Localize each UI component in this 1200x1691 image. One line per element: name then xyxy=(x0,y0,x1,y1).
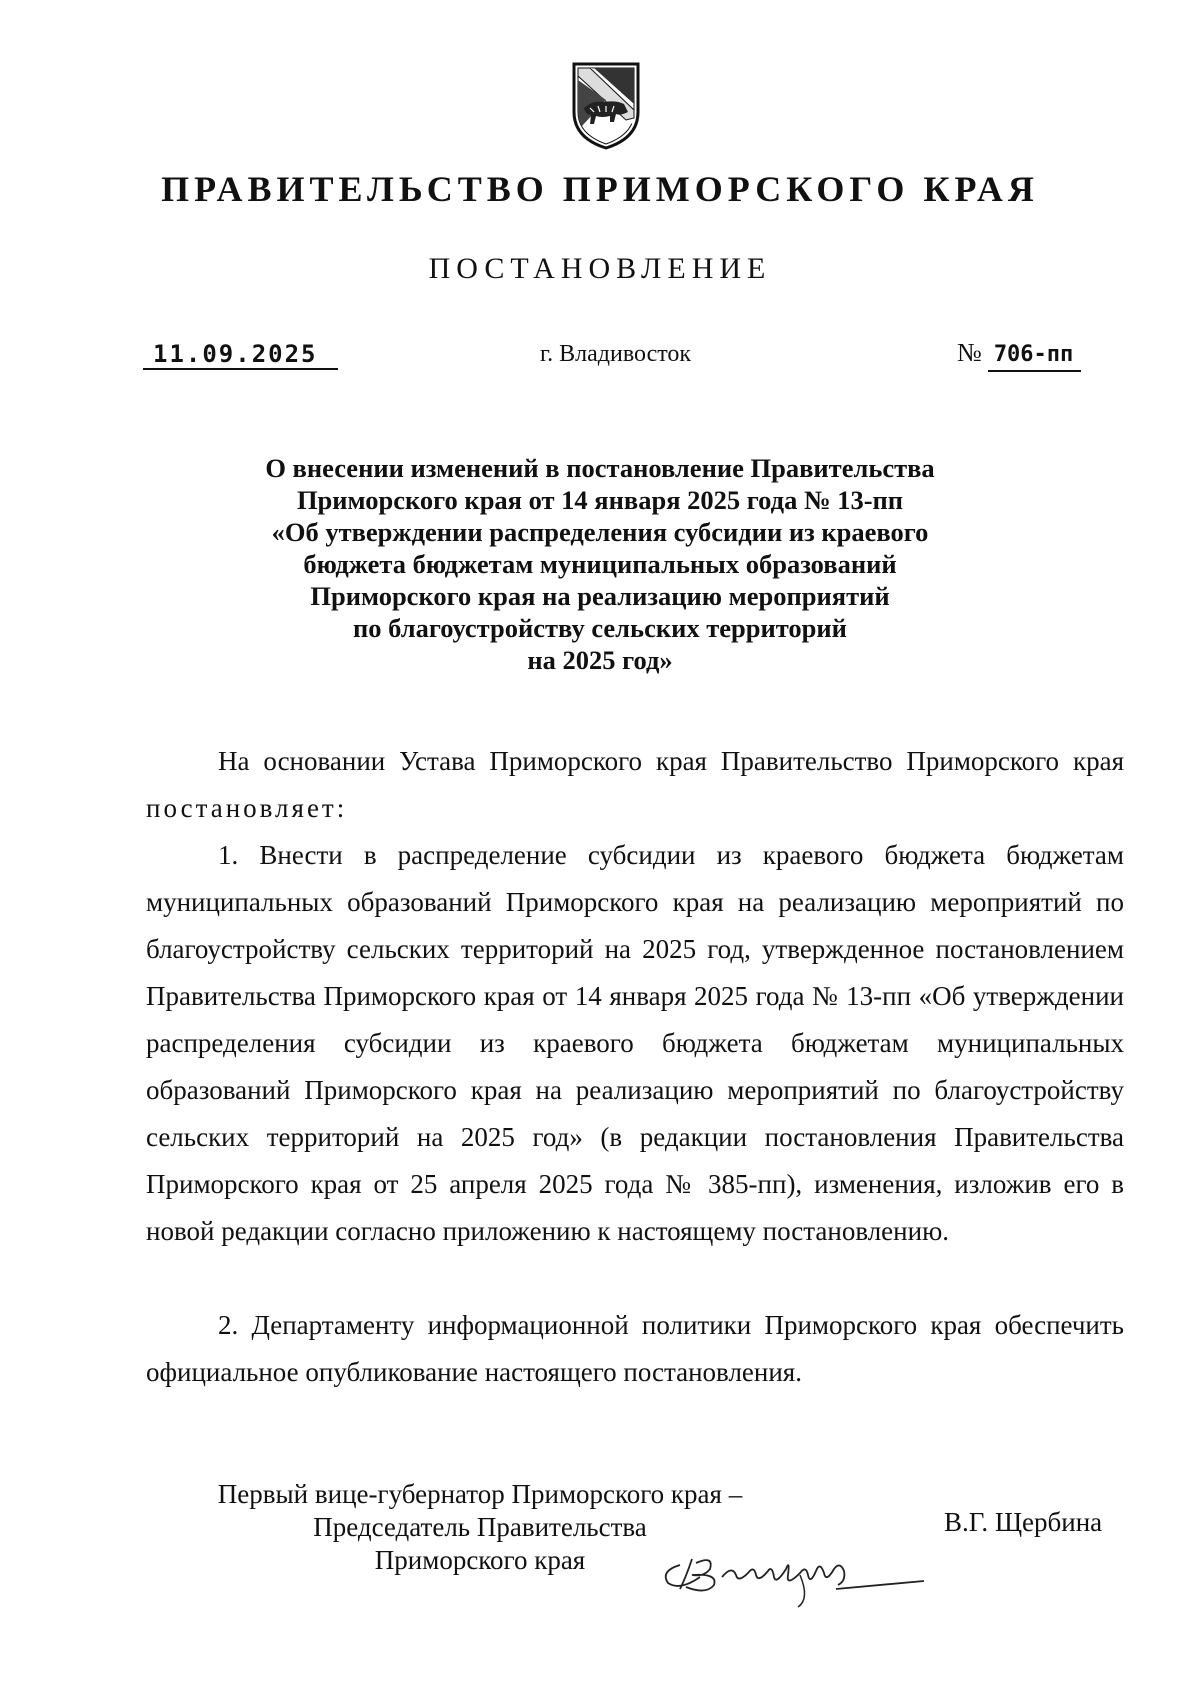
subject-line: Приморского края на реализацию мероприятий xyxy=(310,581,890,611)
signatory-position-line: Первый вице-губернатор Приморского края – xyxy=(217,1479,743,1509)
signatory-position-line: Приморского края xyxy=(374,1545,586,1575)
number-sign: № xyxy=(957,338,982,367)
signatory-name: В.Г. Щербина xyxy=(944,1507,1103,1537)
document-subject xyxy=(230,452,970,676)
organization-title: ПРАВИТЕЛЬСТВО ПРИМОРСКОГО КРАЯ xyxy=(161,169,1039,209)
handwritten-signature-icon xyxy=(640,1525,930,1610)
coat-of-arms-icon xyxy=(570,60,642,152)
intro-text: На основании Устава Приморского края Правительство Приморского края xyxy=(218,746,1124,776)
subject-line: по благоустройству сельских территорий xyxy=(353,613,847,643)
signatory-position-line: Председатель Правительства xyxy=(313,1512,647,1542)
document-city: г. Владивосток xyxy=(540,341,692,367)
intro-resolves: постановляет: xyxy=(146,793,348,823)
item-1-paragraph: 1. Внести в распределение субсидии из краевого бюджета бюджетам муниципальных образований Приморского края на реализацию мероприятий по благоустройству сельских территорий на 2025 год, утвержденное постановлением Правительства Приморского края от 14 января 2025 года № 13-пп «Об утверждении распределения субсидии из краевого бюджета бюджетам муниципальных образований Приморского края на реализацию мероприятий по благоустройству сельских территорий на 2025 год» (в редакции постановления Правительства Приморского края от 25 апреля 2025 года № 385-пп), изменения, изложив его в новой редакции согласно приложению к настоящему постановлению. xyxy=(146,840,1124,1246)
document-number xyxy=(957,338,1097,372)
subject-line: О внесении изменений в постановление Правительства xyxy=(265,453,935,483)
item-2-paragraph: 2. Департаменту информационной политики Приморского края обеспечить официальное опубликование настоящего постановления. xyxy=(146,1310,1124,1387)
document-date: 11.09.2025 xyxy=(143,340,338,370)
subject-line: «Об утверждении распределения субсидии из краевого xyxy=(271,517,929,547)
document-type: ПОСТАНОВЛЕНИЕ xyxy=(428,252,772,285)
number-value: 706-пп xyxy=(988,340,1081,372)
subject-line: Приморского края от 14 января 2025 года № 13-пп xyxy=(296,485,904,515)
subject-line: на 2025 год» xyxy=(527,645,673,675)
intro-paragraph xyxy=(146,738,1124,832)
subject-line: бюджета бюджетам муниципальных образований xyxy=(303,549,897,579)
